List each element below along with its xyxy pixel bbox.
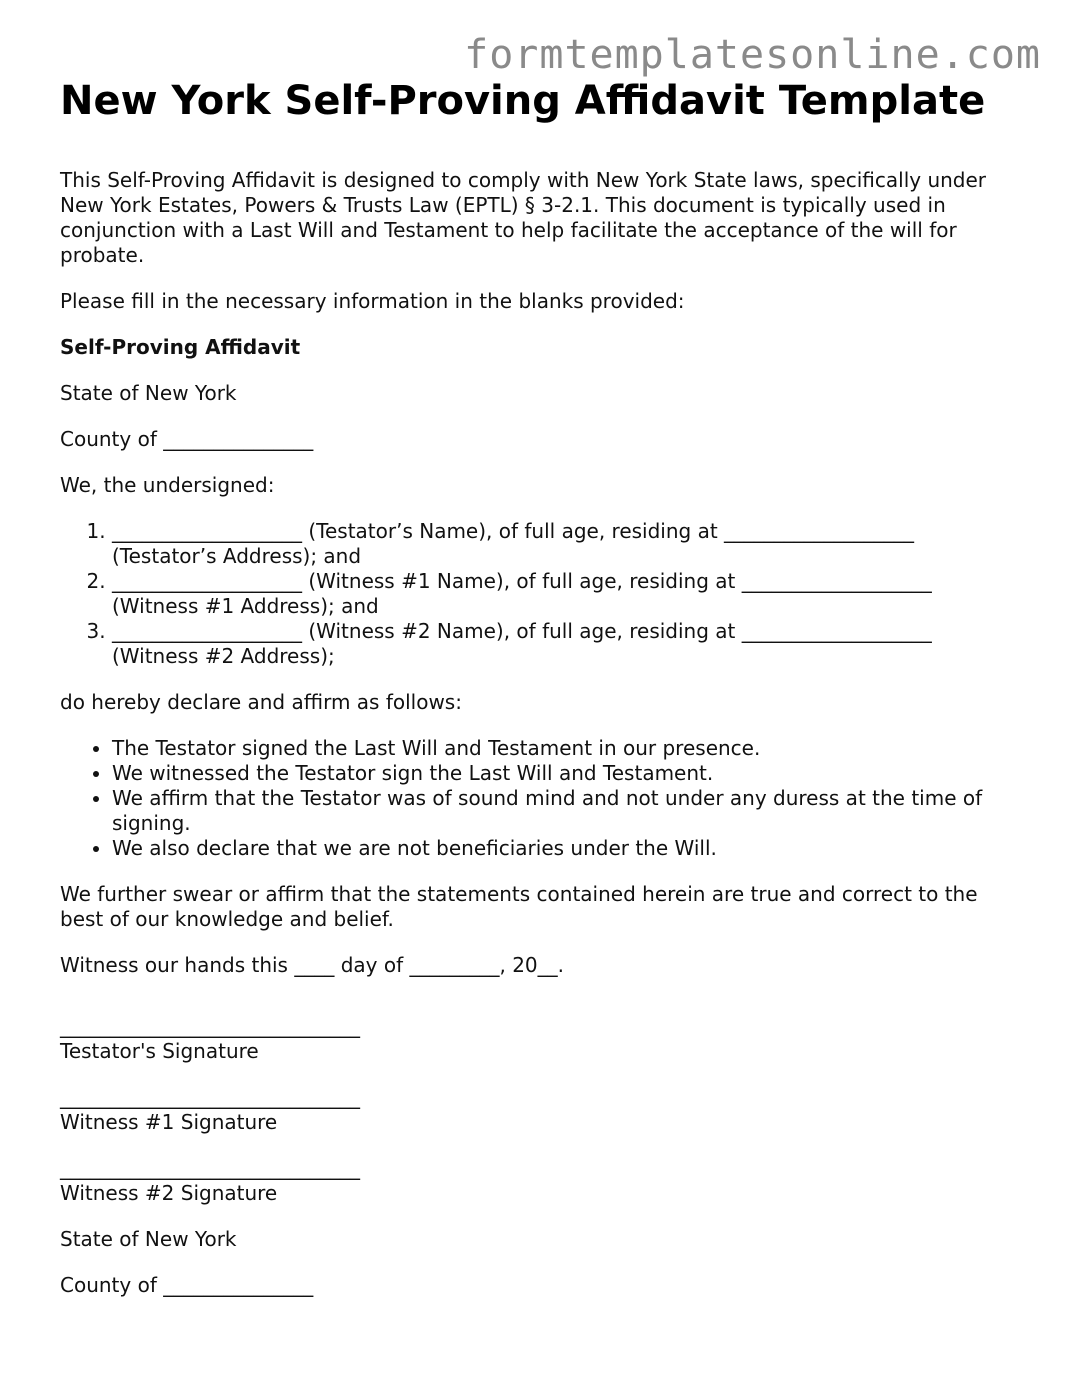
state-line-2: State of New York (60, 1227, 237, 1251)
parties-list (60, 519, 1020, 669)
declaration-item: • We witnessed the Testator sign the Last Will and Testament. (112, 761, 1020, 786)
party-witness-2: 3. ___________________ (Witness #2 Name), of full age, residing at ___________________ (Witness #2 Address); (112, 619, 1020, 669)
instructions-paragraph: Please fill in the necessary information in the blanks provided: (60, 289, 685, 313)
state-line: State of New York (60, 381, 237, 405)
document-body (60, 76, 1020, 1319)
declaration-item: • We affirm that the Testator was of sound mind and not under any duress at the time of signing. (112, 786, 1020, 836)
county-line-2: County of _______________ (60, 1273, 314, 1297)
declare-intro: do hereby declare and affirm as follows: (60, 690, 462, 714)
county-line: County of _______________ (60, 427, 314, 451)
party-testator: 1. ___________________ (Testator’s Name), of full age, residing at ___________________ (Testator’s Address); and (112, 519, 1020, 569)
party-witness-1: 2. ___________________ (Witness #1 Name), of full age, residing at ___________________ (Witness #1 Address); and (112, 569, 1020, 619)
witness-2-signature-block (60, 1156, 1020, 1206)
watermark: formtemplatesonline.com (464, 32, 1041, 78)
signature-line: ______________________________ (60, 1085, 360, 1109)
declarations-list (60, 736, 1020, 861)
witness-1-signature-block (60, 1085, 1020, 1135)
testator-signature-block (60, 1014, 1020, 1064)
signature-label: Testator's Signature (60, 1039, 259, 1063)
declaration-item: • We also declare that we are not beneficiaries under the Will. (112, 836, 1020, 861)
signature-label: Witness #2 Signature (60, 1181, 278, 1205)
signature-line: ______________________________ (60, 1014, 360, 1038)
witness-date-line: Witness our hands this ____ day of _________, 20__. (60, 953, 564, 977)
section-heading: Self-Proving Affidavit (60, 335, 301, 359)
page-title: New York Self-Proving Affidavit Template (60, 78, 986, 124)
signature-line: ______________________________ (60, 1156, 360, 1180)
intro-paragraph: This Self-Proving Affidavit is designed to comply with New York State laws, specifically under New York Estates, Powers & Trusts Law (EPTL) § 3-2.1. This document is typically used in conjunction with a Last Will and Testament to help facilitate the acceptance of the will for probate. (60, 168, 987, 267)
declaration-item: • The Testator signed the Last Will and Testament in our presence. (112, 736, 1020, 761)
undersigned-line: We, the undersigned: (60, 473, 275, 497)
signature-label: Witness #1 Signature (60, 1110, 278, 1134)
swear-paragraph: We further swear or affirm that the statements contained herein are true and correct to the best of our knowledge and belief. (60, 882, 978, 931)
